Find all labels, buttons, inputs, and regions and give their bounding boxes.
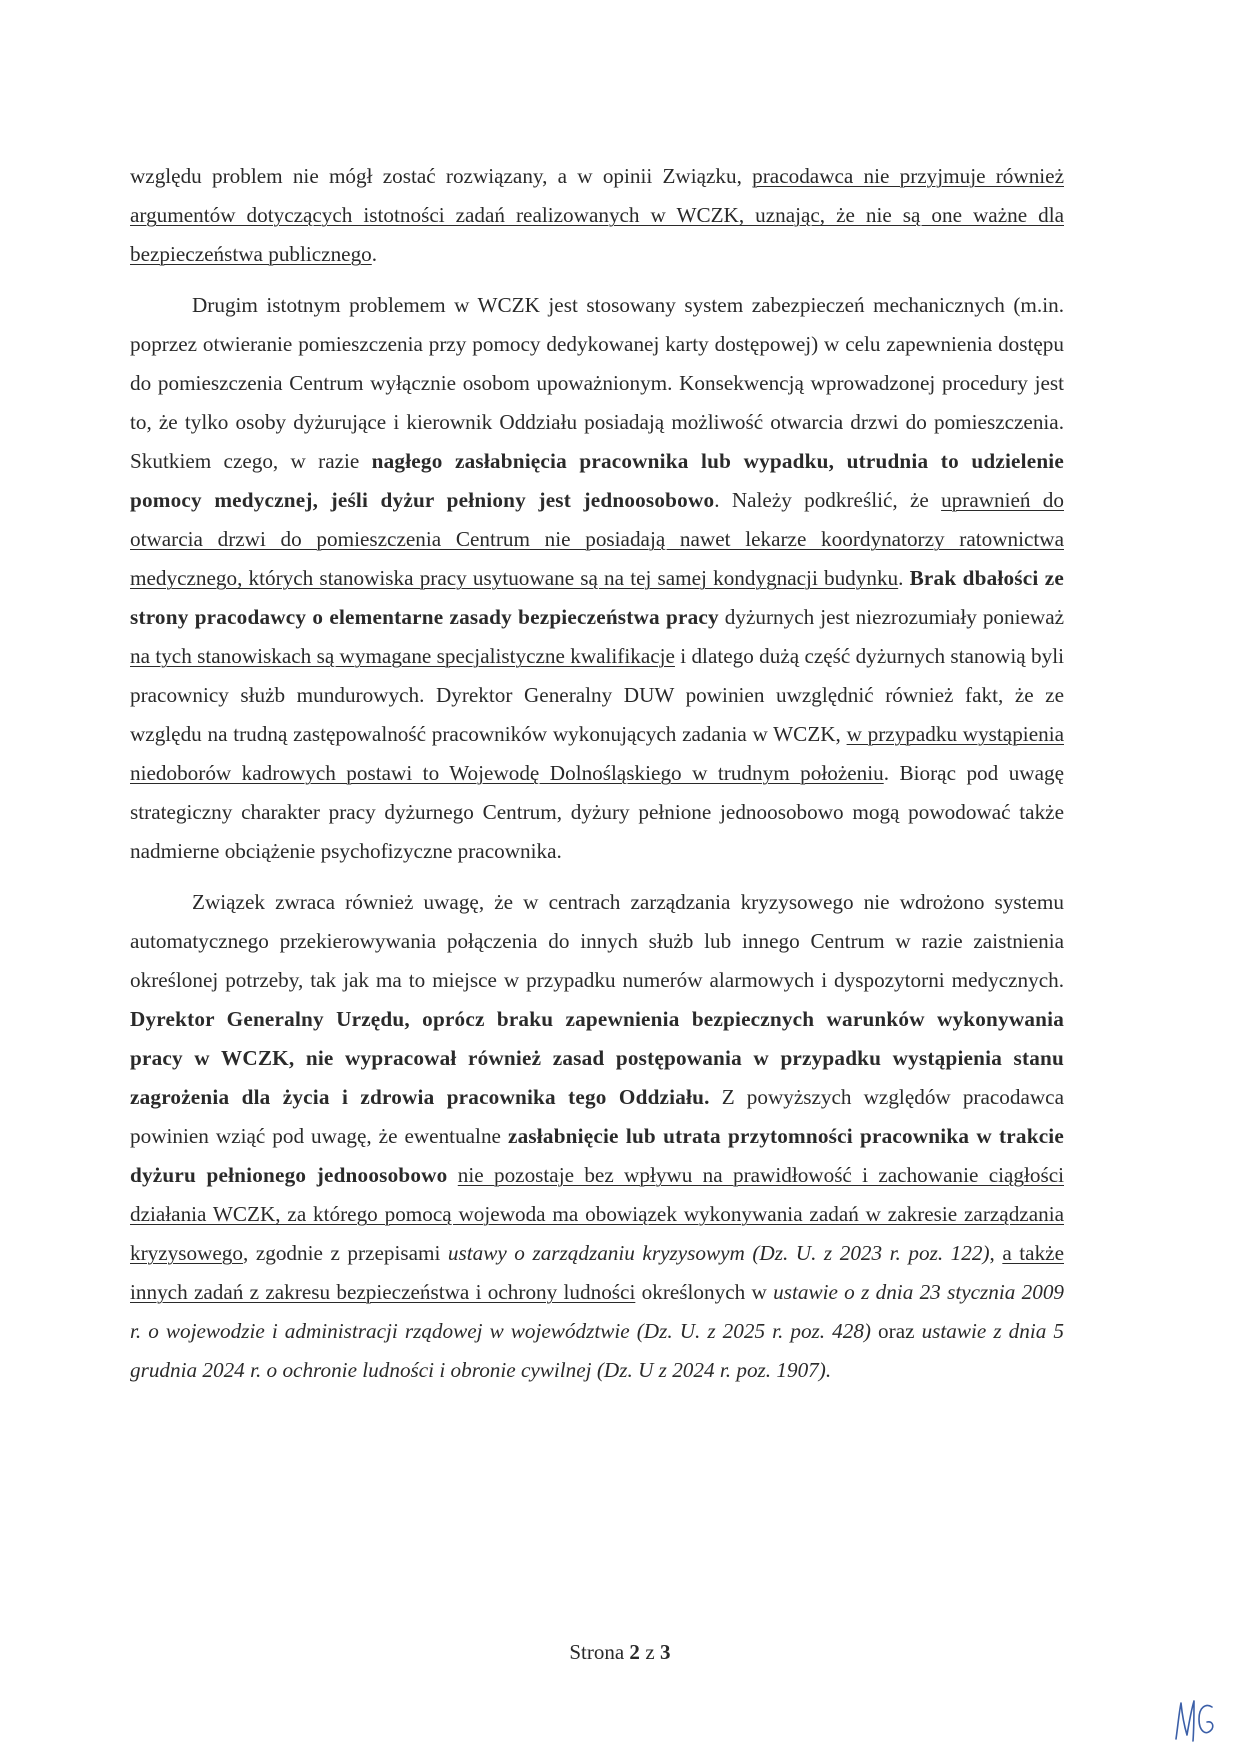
bold-text: Dyrektor Generalny Urzędu, oprócz braku zapewnienia bezpiecznych warunków wykonywania pracy w WCZK, nie wypracował również zasad postępowania w przypadku wystąpienia stanu zagrożenia dla życia i zdrowia pracownika tego Oddziału.: [130, 1007, 1064, 1109]
footer-total-pages: 3: [659, 1640, 671, 1664]
underlined-text: na tych stanowiskach są wymagane specjalistyczne kwalifikacje: [130, 644, 675, 668]
text-run: . Biorąc pod uwagę strategiczny charakter pracy dyżurnego Centrum, dyżury pełnione jednoosobowo mogą powodować także nadmierne obciążenie psychofizyczne pracownika.: [130, 761, 1064, 863]
text-run: Z powyższych względów pracodawca powinien wziąć pod uwagę, że ewentualne: [130, 1085, 1064, 1148]
bold-text: nagłego zasłabnięcia pracownika lub wypadku, utrudnia to udzielenie pomocy medycznej, jeśli dyżur pełniony jest jednoosobowo: [130, 449, 1065, 512]
text-run: i dlatego dużą część dyżurnych stanowią byli pracownicy służb mundurowych. Dyrektor Generalny DUW powinien uwzględnić również fakt, że ze względu na trudną zastępowalność pracowników wykonujących zadania w WCZK,: [130, 644, 1064, 746]
footer-separator: z: [640, 1640, 660, 1664]
footer-prefix: Strona: [569, 1640, 630, 1664]
underlined-text: uprawnień do otwarcia drzwi do pomieszczenia Centrum nie posiadają nawet lekarze koordynatorzy ratownictwa medycznego, których stanowiska pracy usytuowane są na tej samej kondygnacji budynku: [130, 488, 1064, 590]
handwritten-initials-signature: [1172, 1695, 1218, 1745]
italic-citation: ustawie z dnia 5 grudnia 2024 r. o ochronie ludności i obronie cywilnej (Dz. U z 2024 r. poz. 1907).: [130, 1319, 1064, 1382]
text-run: określonych w: [635, 1280, 774, 1304]
text-run: dyżurnych jest niezrozumiały ponieważ: [718, 605, 1065, 629]
text-run: względu problem nie mógł zostać rozwiązany, a w opinii Związku,: [130, 164, 753, 188]
underlined-text: w przypadku wystąpienia niedoborów kadrowych postawi to Wojewodę Dolnośląskiego w trudnym położeniu: [130, 722, 1064, 785]
text-run: Drugim istotnym problemem w WCZK jest stosowany system zabezpieczeń mechanicznych (m.in. poprzez otwieranie pomieszczenia przy pomocy dedykowanej karty dostępowej) w celu zapewnienia dostępu do pomieszczenia Centrum wyłącznie osobom upoważnionym. Konsekwencją wprowadzonej procedury jest to, że tylko osoby dyżurujące i kierownik Oddziału posiadają możliwość otwarcia drzwi do pomieszczenia. Skutkiem czego, w razie: [130, 293, 1064, 473]
page-footer: [0, 1640, 1240, 1665]
bold-text: Brak dbałości ze strony pracodawcy o elementarne zasady bezpieczeństwa pracy: [130, 566, 1064, 629]
underlined-text: nie pozostaje bez wpływu na prawidłowość i zachowanie ciągłości działania WCZK, za którego pomocą wojewoda ma obowiązek wykonywania zadań w zakresie zarządzania kryzysowego: [130, 1163, 1064, 1265]
text-run: .: [371, 242, 378, 266]
text-run: , zgodnie z przepisami: [242, 1241, 448, 1265]
paragraph-1: [130, 157, 1064, 274]
paragraph-3: [130, 883, 1064, 1390]
text-run: [447, 1163, 457, 1187]
italic-citation: ustawie o z dnia 23 stycznia 2009 r. o wojewodzie i administracji rządowej w województwie (Dz. U. z 2025 r. poz. 428): [130, 1280, 1065, 1343]
underlined-text: a także innych zadań z zakresu bezpieczeństwa i ochrony ludności: [130, 1241, 1064, 1304]
text-run: .: [898, 566, 910, 590]
underlined-text: pracodawca nie przyjmuje również argumentów dotyczących istotności zadań realizowanych w WCZK, uznając, że nie są one ważne dla bezpieczeństwa publicznego: [130, 164, 1064, 266]
document-body: [130, 157, 1064, 1390]
paragraph-2: [130, 286, 1064, 871]
text-run: Związek zwraca również uwagę, że w centrach zarządzania kryzysowego nie wdrożono systemu automatycznego przekierowywania połączenia do innych służb lub innego Centrum w razie zaistnienia określonej potrzeby, tak jak ma to miejsce w przypadku numerów alarmowych i dyspozytorni medycznych.: [130, 890, 1064, 992]
text-run: . Należy podkreślić, że: [714, 488, 942, 512]
italic-citation: ustawy o zarządzaniu kryzysowym (Dz. U. z 2023 r. poz. 122): [447, 1241, 990, 1265]
text-run: oraz: [870, 1319, 922, 1343]
footer-current-page: 2: [629, 1640, 641, 1664]
bold-text: zasłabnięcie lub utrata przytomności pracownika w trakcie dyżuru pełnionego jednoosobowo: [130, 1124, 1064, 1187]
text-run: ,: [989, 1241, 1003, 1265]
